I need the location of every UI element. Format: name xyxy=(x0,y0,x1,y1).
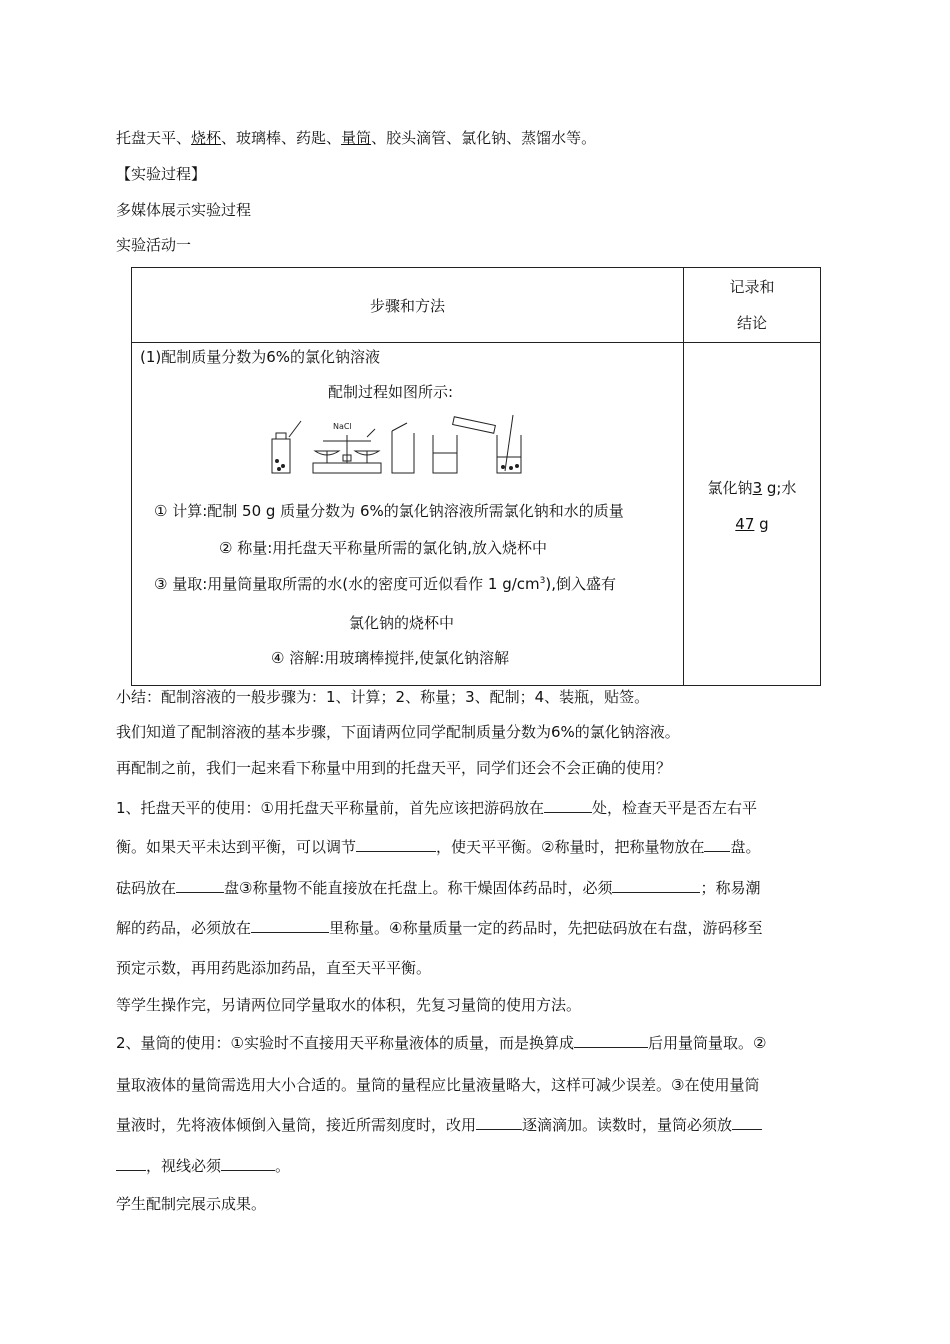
beaker-1 xyxy=(392,431,414,473)
balance-text-2b: ，使天平平衡。②称量时，把称量物放在 xyxy=(436,838,705,856)
cylinder-text-3a: 量液时，先将液体倾倒入量筒，接近所需刻度时，改用 xyxy=(116,1116,477,1134)
blank-8 xyxy=(476,1115,522,1130)
step-4: ④ 溶解:用玻璃棒搅拌,使氯化钠溶解 xyxy=(271,649,510,667)
step-1: ① 计算:配制 50 g 质量分数为 6%的氯化钠溶液所需氯化钠和水的质量 xyxy=(154,502,624,520)
record-cell xyxy=(684,343,821,686)
para-3: 等学生操作完，另请两位同学量取水的体积，先复习量筒的使用方法。 xyxy=(116,996,582,1014)
cylinder-line-4 xyxy=(116,1156,290,1176)
blank-4 xyxy=(176,878,224,893)
balance-text-4a: 解的药品，必须放在 xyxy=(116,919,252,937)
balance-text-3c: ；称易潮 xyxy=(700,879,761,897)
blank-9 xyxy=(732,1115,762,1130)
blank-11 xyxy=(221,1156,275,1171)
glass-rod xyxy=(505,415,513,471)
final-line: 学生配制完展示成果。 xyxy=(116,1195,267,1213)
blank-7 xyxy=(574,1033,648,1048)
blank-5 xyxy=(612,878,700,893)
graduated-cylinder xyxy=(453,417,496,434)
balance-text-1b: 处，检查天平是否左右平 xyxy=(592,799,758,817)
step-3 xyxy=(154,573,616,594)
step-3-sup: 3 xyxy=(539,576,546,586)
balance-line-5: 预定示数，再用药匙添加药品，直至天平平衡。 xyxy=(116,959,432,977)
beaker-2 xyxy=(433,435,457,473)
balance-base xyxy=(313,463,381,473)
record-nacl-value: 3 xyxy=(752,479,763,497)
balance-text-2c: 盘。 xyxy=(730,838,761,856)
record-water-label: g;水 xyxy=(762,479,797,497)
experiment-table xyxy=(131,267,821,686)
cylinder-line-1 xyxy=(116,1033,766,1053)
balance-text-4b: 里称量。④称量质量一定的药品时，先把砝码放在右盘，游码移至 xyxy=(329,919,763,937)
cylinder-text: 量筒 xyxy=(341,129,372,147)
activity-title: 实验活动一 xyxy=(116,236,192,254)
cylinder-text-1a: 2、量筒的使用：①实验时不直接用天平称量液体的质量，而是换算成 xyxy=(116,1034,574,1052)
materials-prefix: 托盘天平、 xyxy=(116,129,192,147)
step-3-text-a: ③ 量取:用量筒量取所需的水(水的密度可近似看作 1 g/cm xyxy=(154,575,540,593)
record-line1 xyxy=(684,477,820,498)
reagent-bottle xyxy=(272,439,290,473)
section-title: 【实验过程】 xyxy=(116,165,207,183)
para-1: 我们知道了配制溶液的基本步骤，下面请两位同学配制质量分数为6%的氯化钠溶液。 xyxy=(116,723,680,741)
step-3-text-b: ),倒入盛有 xyxy=(545,575,616,593)
balance-line-2 xyxy=(116,837,760,857)
apparatus-diagram xyxy=(267,411,547,477)
header-record-line1: 记录和 xyxy=(729,278,775,296)
steps-cell xyxy=(132,343,684,686)
materials-mid: 、玻璃棒、药匙、 xyxy=(221,129,342,147)
beaker-text: 烧杯 xyxy=(191,129,222,147)
cylinder-line-2: 量取液体的量筒需选用大小合适的。量筒的量程应比量液量略大，这样可减少误差。③在使用量筒 xyxy=(116,1076,760,1094)
balance-text-2a: 衡。如果天平未达到平衡，可以调节 xyxy=(116,838,357,856)
multimedia-line: 多媒体展示实验过程 xyxy=(116,201,252,219)
cylinder-line-3 xyxy=(116,1115,762,1135)
header-record xyxy=(684,268,821,343)
process-caption: 配制过程如图所示: xyxy=(328,383,454,401)
materials-suffix: 、胶头滴管、氯化钠、蒸馏水等。 xyxy=(371,129,597,147)
balance-text-3b: 盘③称量物不能直接放在托盘上。称干燥固体药品时，必须 xyxy=(224,879,613,897)
para-2: 再配制之前，我们一起来看下称量中用到的托盘天平，同学们还会不会正确的使用？ xyxy=(116,759,672,777)
balance-line-4 xyxy=(116,918,762,938)
blank-3 xyxy=(704,837,730,852)
cylinder-text-4a: ，视线必须 xyxy=(146,1157,222,1175)
blank-6 xyxy=(251,918,329,933)
materials-line xyxy=(116,128,596,148)
record-unit: g xyxy=(754,515,769,533)
balance-line-1 xyxy=(116,798,757,818)
cylinder-text-4b: 。 xyxy=(275,1157,291,1175)
balance-line-3 xyxy=(116,878,760,898)
cylinder-text-1b: 后用量筒量取。② xyxy=(648,1034,767,1052)
record-line2 xyxy=(684,515,820,533)
blank-1 xyxy=(544,798,592,813)
record-water-value: 47 xyxy=(735,515,755,533)
record-nacl-label: 氯化钠 xyxy=(707,479,753,497)
blank-2 xyxy=(356,837,436,852)
nacl-label: NaCl xyxy=(333,422,352,431)
blank-10 xyxy=(116,1156,146,1171)
step-title: (1)配制质量分数为6%的氯化钠溶液 xyxy=(140,348,381,366)
cylinder-text-3b: 逐滴滴加。读数时，量筒必须放 xyxy=(522,1116,733,1134)
step-2: ② 称量:用托盘天平称量所需的氯化钠,放入烧杯中 xyxy=(219,539,548,557)
header-steps: 步骤和方法 xyxy=(132,268,684,343)
step-3-cont: 氯化钠的烧杯中 xyxy=(349,614,455,632)
balance-text-3a: 砝码放在 xyxy=(116,879,177,897)
header-record-line2: 结论 xyxy=(736,314,767,332)
summary: 小结：配制溶液的一般步骤为：1、计算；2、称量；3、配制；4、装瓶，贴签。 xyxy=(116,688,650,706)
balance-text-1a: 1、托盘天平的使用：①用托盘天平称量前，首先应该把游码放在 xyxy=(116,799,544,817)
spatula xyxy=(289,421,301,437)
